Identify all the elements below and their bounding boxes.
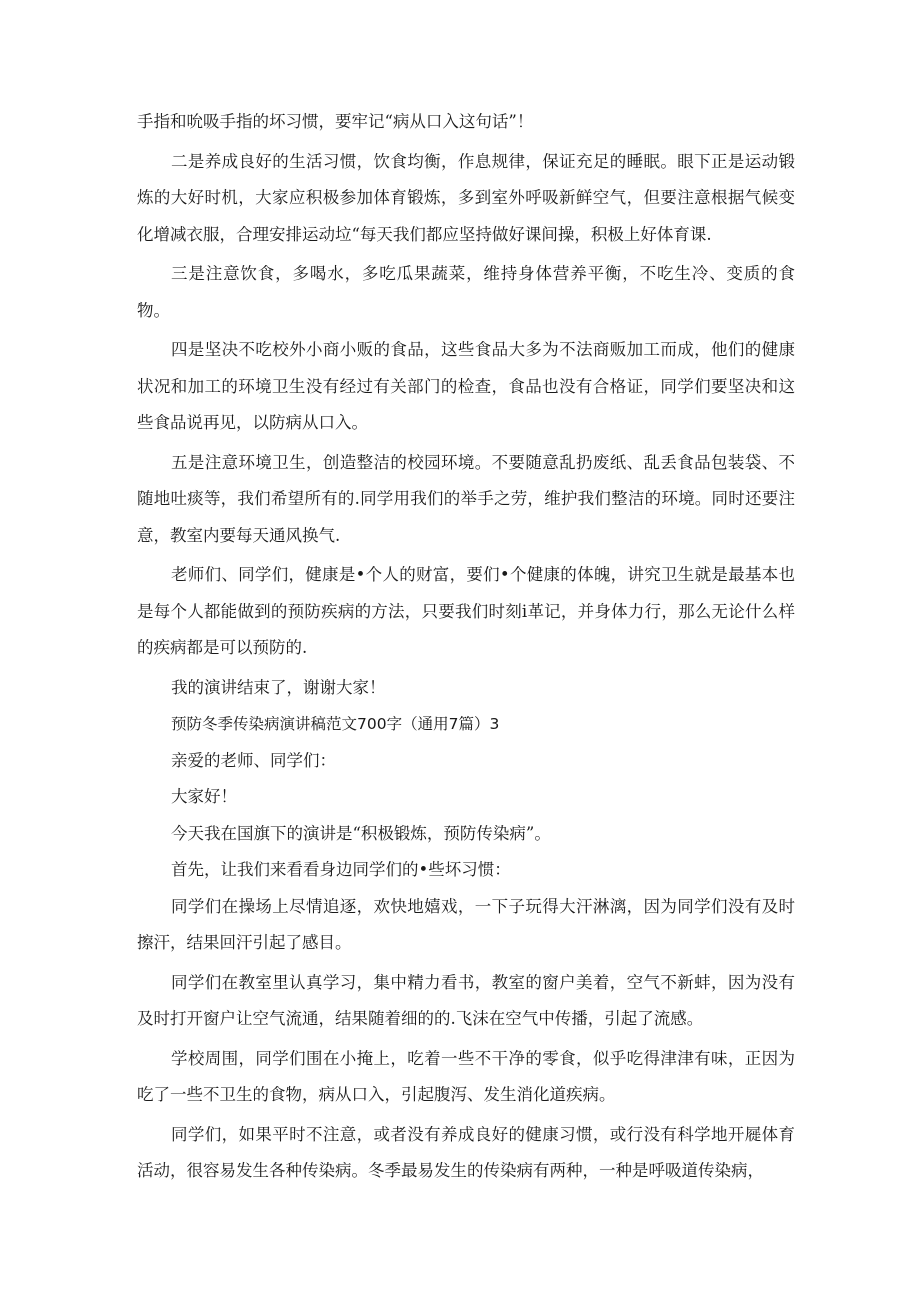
paragraph-example-2: 同学们在教室里认真学习，集中精力看书，教室的窗户美着，空气不新蚌，因为没有及时打开窗户让空气流通，结果随着细的的.飞沫在空气中传播，引起了流感。 (137, 972, 795, 1028)
document-body (137, 104, 795, 1190)
paragraph-salutation: 亲爱的老师、同学们： (171, 750, 336, 770)
paragraph-5: 五是注意环境卫生，创造整洁的校园环境。不要随意乱扔废纸、乱丢食品包装袋、不随地吐痰等，我们希望所有的.同学用我们的举手之劳，维护我们整洁的环境。同时还要注意，教室内要每天通风换气. (137, 452, 795, 545)
paragraph-intro: 首先，让我们来看看身边同学们的•些坏习惯： (171, 860, 511, 879)
section-heading: 预防冬季传染病演讲稿范文700字（通用7篇）3 (171, 715, 500, 733)
paragraph-4: 四是坚决不吃校外小商小贩的食品，这些食品大多为不法商贩加工而成，他们的健康状况和加工的环境卫生没有经过有关部门的检查，食品也没有合格证，同学们要坚决和这些食品说再见，以防病从口入。 (137, 340, 795, 432)
paragraph-greeting: 大家好！ (171, 787, 237, 806)
paragraph-example-1: 同学们在操场上尽情追逐，欢快地嬉戏，一下子玩得大汗淋漓，因为同学们没有及时擦汗，结果回汗引起了感目。 (137, 896, 795, 952)
paragraph-7: 我的演讲结束了，谢谢大家！ (171, 677, 386, 697)
paragraph-1: 手指和吮吸手指的坏习惯，要牢记“病从口入这句话”！ (137, 112, 534, 131)
paragraph-topic: 今天我在国旗下的演讲是“积极锻炼，预防传染病”。 (171, 823, 551, 843)
paragraph-3: 三是注意饮食，多喝水，多吃瓜果蔬菜，维持身体营养平衡，不吃生冷、变质的食物。 (137, 264, 795, 320)
paragraph-2: 二是养成良好的生活习惯，饮食均衡，作息规律，保证充足的睡眠。眼下正是运动锻炼的大好时机，大家应积极参加体育锻炼，多到室外呼吸新鲜空气，但要注意根据气候变化增减衣服，合理安排运动垃“每天我们都应坚持做好课间操，积极上好体育课. (137, 151, 795, 244)
paragraph-example-3: 学校周围，同学们围在小掩上，吃着一些不干净的零食，似乎吃得津津有味，正因为吃了一些不卫生的食物，病从口入，引起腹泻、发生消化道疾病。 (137, 1048, 795, 1104)
paragraph-6: 老师们、同学们，健康是•个人的财富，要们•个健康的体魄，讲究卫生就是最基本也是每个人都能做到的预防疾病的方法，只要我们时刻i革记，并身体力行，那么无论什么样的疾病都是可以预防的. (137, 565, 795, 657)
paragraph-conclusion: 同学们，如果平时不注意，或者没有养成良好的健康习惯，或行没有科学地开屣体育活动，很容易发生各种传染病。冬季最易发生的传染病有两种，一种是呼吸道传染病， (137, 1124, 795, 1180)
